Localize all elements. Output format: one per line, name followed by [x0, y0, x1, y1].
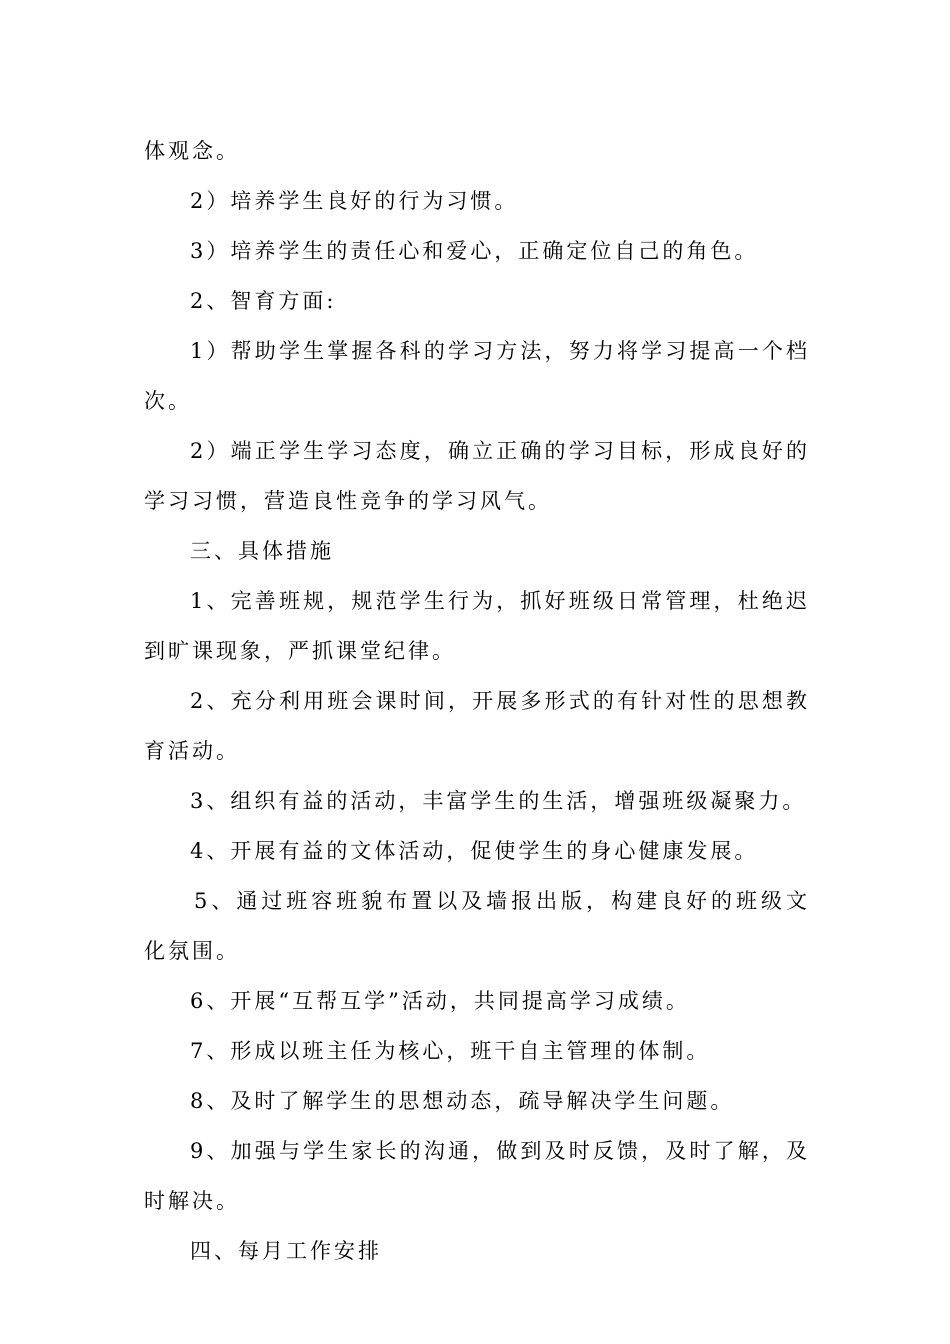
paragraph-measure-1: 1、完善班规，规范学生行为，抓好班级日常管理，杜绝迟到旷课现象，严抓课堂纪律。 — [144, 589, 810, 663]
paragraph-measure-8: 8、及时了解学生的思想动态，疏导解决学生问题。 — [190, 1089, 735, 1113]
section-heading-intellectual: 2、智育方面: — [190, 289, 337, 313]
paragraph-measure-5: 5、通过班容班貌布置以及墙报出版，构建良好的班级文化氛围。 — [144, 889, 810, 963]
section-heading-monthly-plan: 四、每月工作安排 — [190, 1239, 382, 1263]
paragraph-measure-4: 4、开展有益的文体活动，促使学生的身心健康发展。 — [190, 839, 759, 863]
paragraph-continuation: 体观念。 — [144, 139, 240, 163]
paragraph-moral-2: 2）培养学生良好的行为习惯。 — [190, 189, 519, 213]
paragraph-intellectual-2: 2）端正学生学习态度，确立正确的学习目标，形成良好的学习习惯，营造良性竞争的学习风气。 — [144, 439, 810, 513]
paragraph-measure-2: 2、充分利用班会课时间，开展多形式的有针对性的思想教育活动。 — [144, 689, 810, 763]
document-body — [144, 126, 810, 1276]
section-heading-measures: 三、具体措施 — [190, 539, 334, 563]
paragraph-measure-9: 9、加强与学生家长的沟通，做到及时反馈，及时了解，及时解决。 — [144, 1139, 810, 1213]
paragraph-measure-7: 7、形成以班主任为核心，班干自主管理的体制。 — [190, 1039, 711, 1063]
paragraph-measure-6: 6、开展“互帮互学”活动，共同提高学习成绩。 — [190, 989, 690, 1013]
paragraph-measure-3: 3、组织有益的活动，丰富学生的生活，增强班级凝聚力。 — [190, 789, 807, 813]
paragraph-intellectual-1: 1）帮助学生掌握各科的学习方法，努力将学习提高一个档次。 — [144, 339, 810, 413]
paragraph-moral-3: 3）培养学生的责任心和爱心，正确定位自己的角色。 — [190, 239, 759, 263]
